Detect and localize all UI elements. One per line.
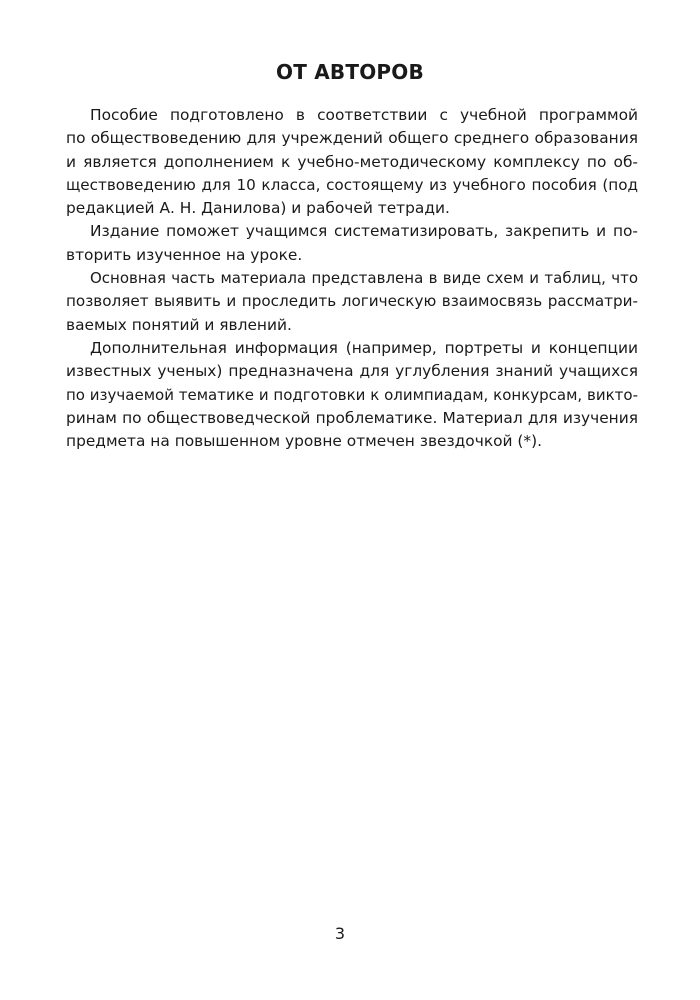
text-line: по изучаемой тематике и подготовки к олимпиадам, конкурсам, викто- (66, 385, 638, 404)
text-line: и является дополнением к учебно-методическому комплексу по об- (66, 152, 638, 171)
paragraph-2 (66, 220, 638, 267)
text-line: редакцией А. Н. Данилова) и рабочей тетради. (66, 199, 450, 218)
paragraph-4 (66, 337, 638, 453)
text-line: ществоведению для 10 класса, состоящему из учебного пособия (под (66, 175, 638, 194)
text-line: позволяет выявить и проследить логическую взаимосвязь рассматри- (66, 292, 638, 311)
text-line: вторить изученное на уроке. (66, 245, 303, 264)
paragraph-1 (66, 104, 638, 220)
text-line: известных ученых) предназначена для углубления знаний учащихся (66, 362, 638, 381)
text-line: предмета на повышенном уровне отмечен звездочкой (*). (66, 432, 543, 451)
page-number: 3 (334, 924, 346, 943)
body-text (66, 104, 638, 453)
page-heading: ОТ АВТОРОВ (276, 60, 424, 84)
text-line: по обществоведению для учреждений общего среднего образования (66, 129, 638, 148)
text-line: Дополнительная информация (например, портреты и концепции (90, 338, 638, 357)
text-line: ваемых понятий и явлений. (66, 315, 292, 334)
text-line: Издание поможет учащимся систематизировать, закрепить и по- (90, 222, 638, 241)
text-line: Основная часть материала представлена в виде схем и таблиц, что (90, 269, 638, 288)
paragraph-3 (66, 267, 638, 337)
text-line: ринам по обществоведческой проблематике. Материал для изучения (66, 408, 638, 427)
text-line: Пособие подготовлено в соответствии с учебной программой (90, 106, 638, 124)
